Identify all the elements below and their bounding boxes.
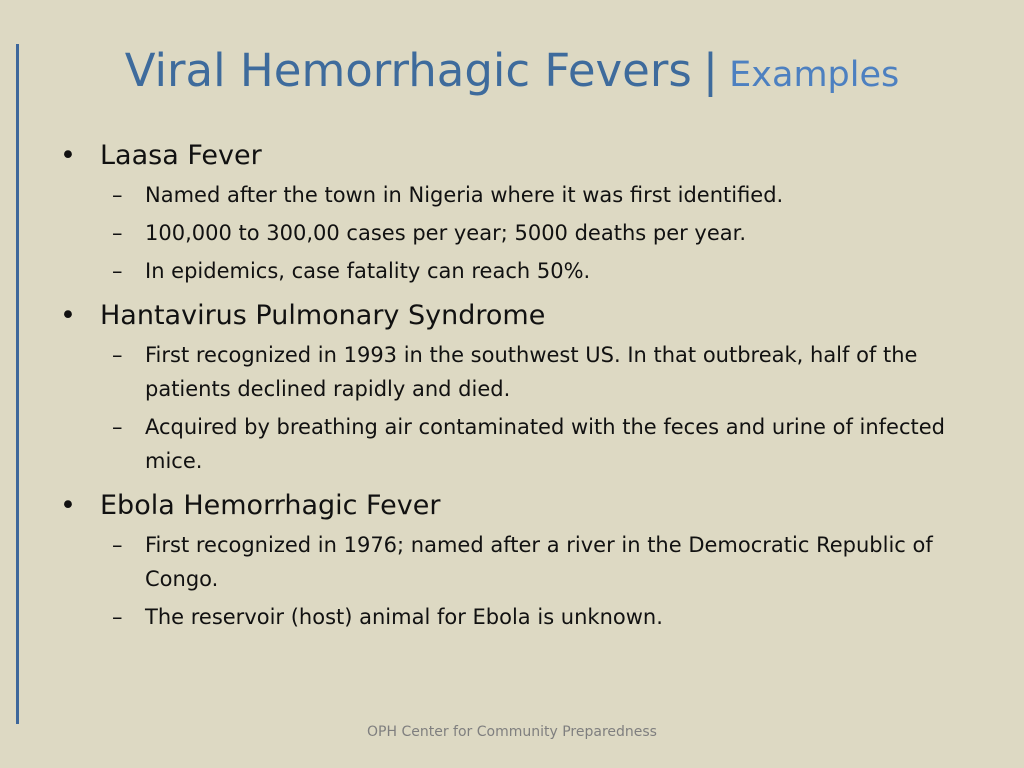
sub-bullet-text: Named after the town in Nigeria where it was first identified. — [145, 183, 784, 207]
bullet-item — [60, 138, 960, 174]
slide-content — [60, 138, 960, 634]
sub-bullet-item — [60, 216, 960, 250]
bullet-item — [60, 298, 960, 334]
dash-icon: – — [112, 415, 123, 439]
sub-bullet-text: In epidemics, case fatality can reach 50%. — [145, 259, 591, 283]
bullet-heading: Hantavirus Pulmonary Syndrome — [100, 300, 546, 331]
dash-icon: – — [112, 183, 123, 207]
sub-bullet-item — [60, 178, 960, 212]
slide-title — [0, 44, 1024, 97]
sub-bullet-text: First recognized in 1993 in the southwest US. In that outbreak, half of the patients declined rapidly and died. — [145, 343, 918, 401]
bullet-heading: Ebola Hemorrhagic Fever — [100, 490, 441, 521]
dash-icon: – — [112, 343, 123, 367]
sub-bullet-text: 100,000 to 300,00 cases per year; 5000 deaths per year. — [145, 221, 747, 245]
sub-bullet-item — [60, 338, 960, 406]
sub-bullet-item — [60, 254, 960, 288]
sub-bullet-item — [60, 600, 960, 634]
bullet-icon: • — [60, 300, 76, 331]
sub-bullet-item — [60, 528, 960, 596]
sub-bullet-text: First recognized in 1976; named after a river in the Democratic Republic of Congo. — [145, 533, 933, 591]
bullet-heading: Laasa Fever — [100, 140, 262, 171]
sub-bullet-text: The reservoir (host) animal for Ebola is unknown. — [145, 605, 663, 629]
title-main: Viral Hemorrhagic Fevers — [124, 44, 692, 97]
dash-icon: – — [112, 221, 123, 245]
dash-icon: – — [112, 533, 123, 557]
accent-bar — [16, 44, 19, 724]
dash-icon: – — [112, 259, 123, 283]
bullet-icon: • — [60, 140, 76, 171]
footer-text: OPH Center for Community Preparedness — [367, 724, 657, 740]
sub-bullet-text: Acquired by breathing air contaminated with the feces and urine of infected mice. — [145, 415, 946, 473]
bullet-icon: • — [60, 490, 76, 521]
title-subtitle: Examples — [729, 55, 900, 95]
title-separator: | — [702, 44, 719, 97]
dash-icon: – — [112, 605, 123, 629]
sub-bullet-item — [60, 410, 960, 478]
bullet-item — [60, 488, 960, 524]
